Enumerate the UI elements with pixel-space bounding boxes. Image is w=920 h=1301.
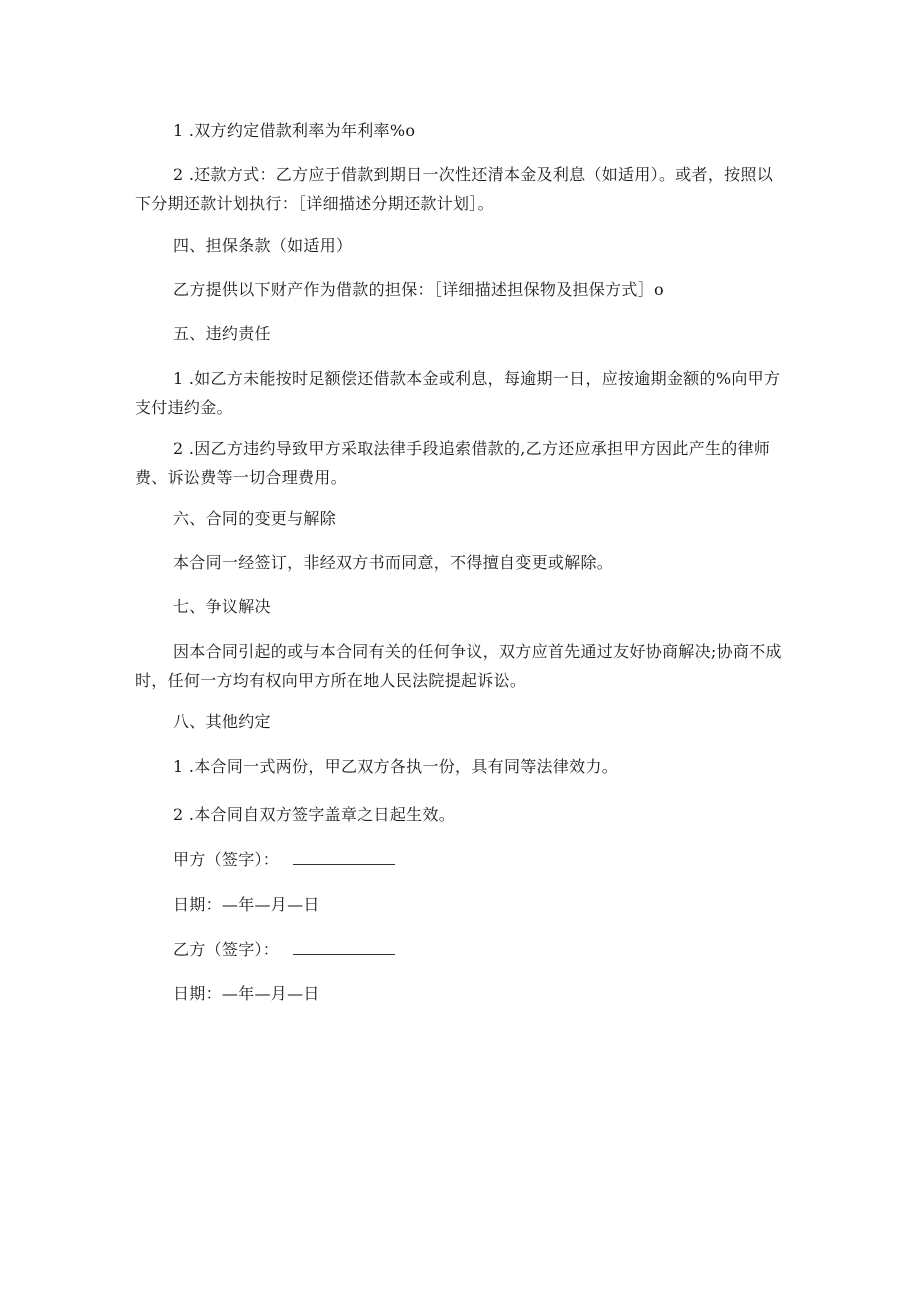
clause-repayment-method: 2 .还款方式：乙方应于借款到期日一次性还清本金及利息（如适用）。或者，按照以下分期还款计划执行：［详细描述分期还款计划］。 <box>135 165 774 213</box>
party-a-date: 日期：—年—月—日 <box>173 895 320 914</box>
clause-effective: 2 .本合同自双方签字盖章之日起生效。 <box>173 805 456 824</box>
clause-modification: 本合同一经签订，非经双方书而同意，不得擅自变更或解除。 <box>173 553 614 572</box>
clause-copies: 1 .本合同一式两份，甲乙双方各执一份，具有同等法律效力。 <box>173 757 619 776</box>
party-a-signature-line <box>293 848 395 865</box>
clause-late-penalty: 1 .如乙方未能按时足额偿还借款本金或利息，每逾期一日，应按逾期金额的%向甲方支付违约金。 <box>135 369 781 417</box>
clause-dispute: 因本合同引起的或与本合同有关的任何争议，双方应首先通过友好协商解决;协商不成时，任何一方均有权向甲方所在地人民法院提起诉讼。 <box>135 642 782 690</box>
party-b-signature-line <box>293 938 395 955</box>
party-b-label: 乙方（签字）： <box>173 940 280 959</box>
clause-guarantee: 乙方提供以下财产作为借款的担保：［详细描述担保物及担保方式］o <box>173 280 664 299</box>
section-heading-other: 八、其他约定 <box>173 712 271 731</box>
party-a-label: 甲方（签字）： <box>173 850 280 869</box>
section-heading-modification: 六、合同的变更与解除 <box>173 509 337 528</box>
party-a-signature <box>135 845 785 874</box>
party-b-date: 日期：—年—月—日 <box>173 984 320 1003</box>
party-b-signature <box>135 935 785 964</box>
section-heading-liability: 五、违约责任 <box>173 324 271 343</box>
clause-legal-costs: 2 .因乙方违约导致甲方采取法律手段追索借款的,乙方还应承担甲方因此产生的律师费、诉讼费等一切合理费用。 <box>135 439 771 487</box>
section-heading-dispute: 七、争议解决 <box>173 597 271 616</box>
section-heading-guarantee: 四、担保条款（如适用） <box>173 236 353 255</box>
clause-interest-rate: 1 .双方约定借款利率为年利率%o <box>173 121 416 140</box>
